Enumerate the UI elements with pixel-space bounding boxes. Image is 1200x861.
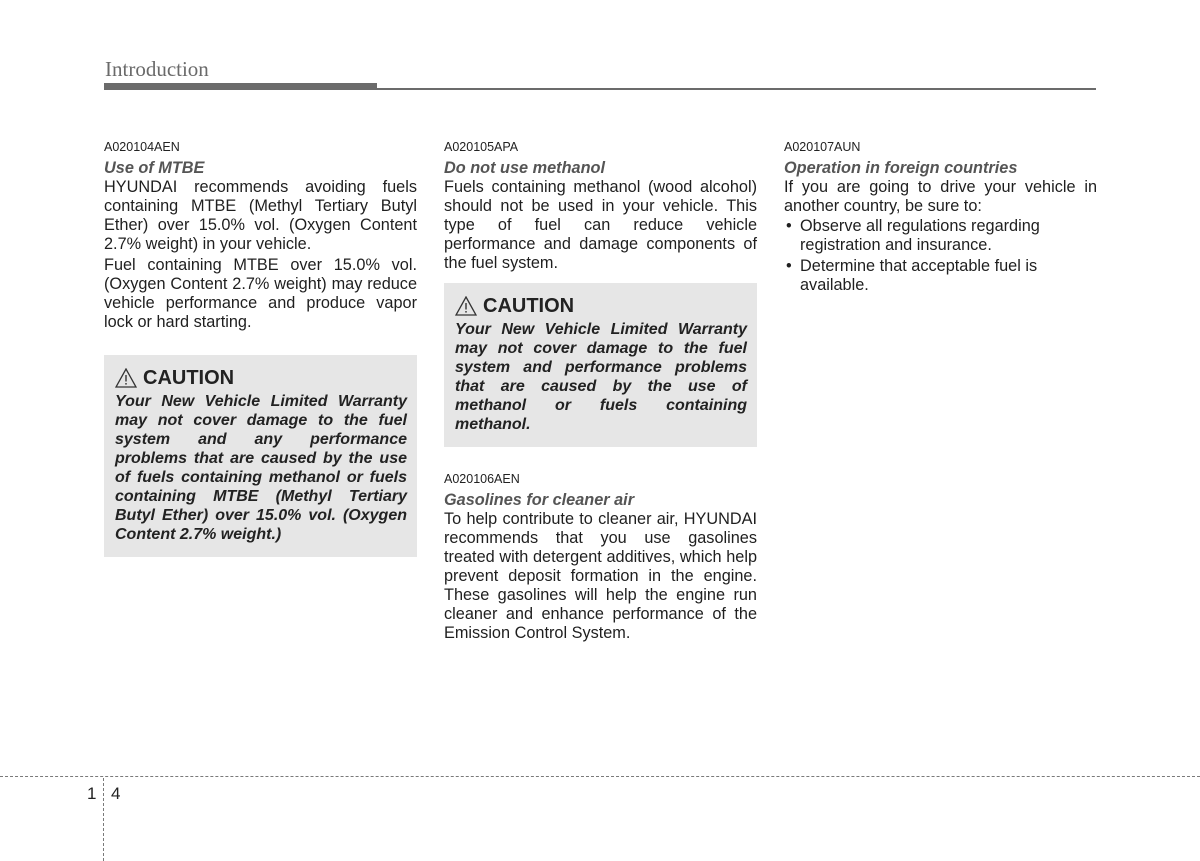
footer-rule xyxy=(0,776,1200,777)
warning-triangle-icon xyxy=(455,296,477,316)
section-code: A020104AEN xyxy=(104,140,180,154)
column-1 xyxy=(104,140,417,557)
section-heading: Operation in foreign countries xyxy=(784,159,1018,177)
section-heading: Use of MTBE xyxy=(104,159,205,177)
caution-title: CAUTION xyxy=(483,295,575,317)
caution-box xyxy=(104,355,417,557)
column-2 xyxy=(444,140,757,643)
caution-text: Your New Vehicle Limited Warranty may not cover damage to the fuel system and performance problems that are caused by the use of methanol or fuels containing methanol. xyxy=(455,321,747,433)
paragraph: Fuels containing methanol (wood alcohol) should not be used in your vehicle. This type of fuel can reduce vehicle performance and damage components of the fuel system. xyxy=(444,178,757,272)
page-header-title: Introduction xyxy=(105,57,209,81)
section-code: A020105APA xyxy=(444,140,519,154)
section-code: A020106AEN xyxy=(444,472,520,486)
paragraph: If you are going to drive your vehicle in another country, be sure to: xyxy=(784,178,1097,215)
paragraph: HYUNDAI recommends avoiding fuels containing MTBE (Methyl Tertiary Butyl Ether) over 15.0% vol. (Oxygen Content 2.7% weight) in your vehicle. xyxy=(104,178,417,253)
caution-box xyxy=(444,283,757,447)
column-3 xyxy=(784,140,1097,297)
header-rule xyxy=(104,88,1096,90)
bullet-list xyxy=(784,217,1097,295)
caution-title: CAUTION xyxy=(143,367,235,389)
section-heading: Do not use methanol xyxy=(444,159,606,177)
page-number: 4 xyxy=(111,784,121,803)
footer-divider xyxy=(103,778,104,861)
section-heading: Gasolines for cleaner air xyxy=(444,491,635,509)
list-item-text: Determine that acceptable fuel is available. xyxy=(800,257,1038,294)
list-item: • Determine that acceptable fuel is available. xyxy=(786,257,1038,294)
paragraph: Fuel containing MTBE over 15.0% vol. (Oxygen Content 2.7% weight) may reduce vehicle performance and produce vapor lock or hard starting. xyxy=(104,256,417,331)
section-code: A020107AUN xyxy=(784,140,861,154)
caution-text: Your New Vehicle Limited Warranty may not cover damage to the fuel system and any performance problems that are caused by the use of fuels containing methanol or fuels containing MTBE (Methyl Tertiary Butyl Ether) over 15.0% vol. (Oxygen Content 2.7% weight.) xyxy=(115,393,407,543)
chapter-number: 1 xyxy=(87,784,97,803)
warning-triangle-icon xyxy=(115,368,137,388)
list-item: • Observe all regulations regarding registration and insurance. xyxy=(786,217,1040,254)
list-item-text: Observe all regulations regarding registration and insurance. xyxy=(800,217,1040,254)
paragraph: To help contribute to cleaner air, HYUNDAI recommends that you use gasolines treated with detergent additives, which help prevent deposit formation in the engine. These gasolines will help the engine run cleaner and enhance performance of the Emission Control System. xyxy=(444,510,757,642)
